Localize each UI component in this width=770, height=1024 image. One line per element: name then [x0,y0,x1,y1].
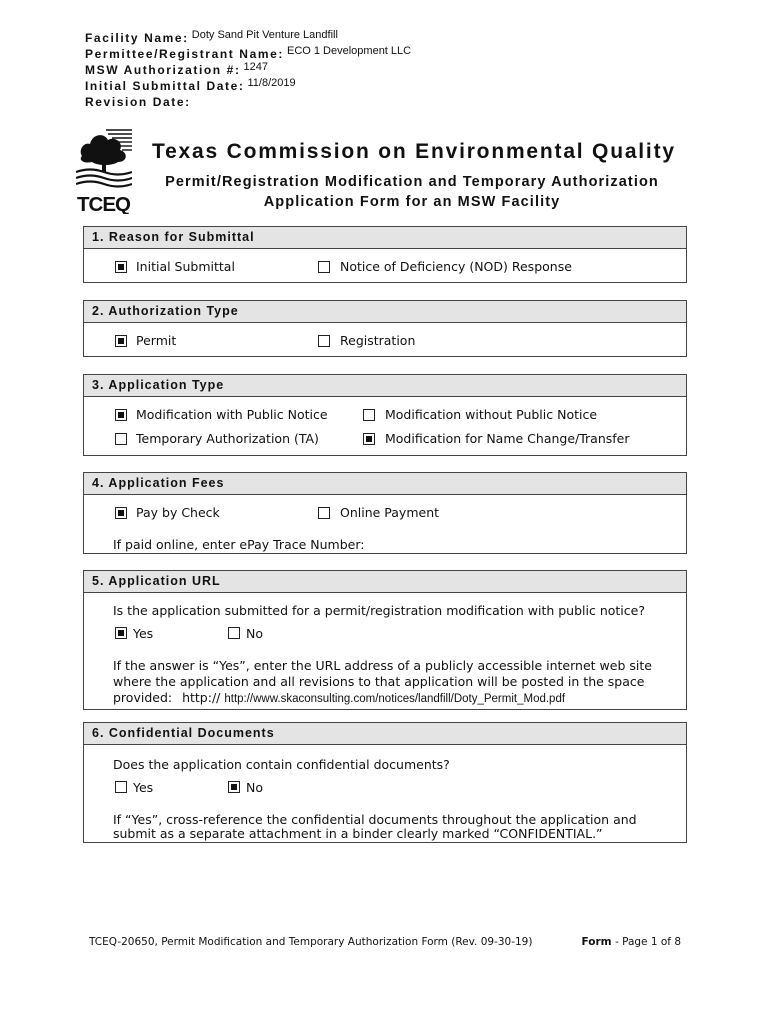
section-authorization-type [83,300,687,357]
section-application-type [83,374,687,456]
section-reason-for-submittal [83,226,687,283]
section-5-title: 5. Application URL [84,571,686,593]
url-instructions-line3: provided: [113,690,173,705]
confidential-yes-label: Yes [133,780,154,795]
page-title: Texas Commission on Environmental Quality [152,140,676,163]
revision-date-label: Revision Date: [85,95,191,109]
online-payment-checkbox[interactable] [318,507,330,519]
mod-name-change-label: Modification for Name Change/Transfer [385,431,630,446]
form-subtitle-line1: Permit/Registration Modification and Temporary Authorization [165,174,659,190]
initial-submittal-label: Initial Submittal Date: [85,79,245,93]
registration-label: Registration [340,333,416,348]
confidential-no-checkbox[interactable] [228,781,240,793]
nod-response-label: Notice of Deficiency (NOD) Response [340,259,572,274]
facility-name-row [85,30,411,46]
initial-submittal-row [85,78,411,94]
footer-page-number: - Page 1 of 8 [614,936,681,948]
nod-response-checkbox[interactable] [318,261,330,273]
tceq-logo [76,126,132,214]
confidential-no-label: No [246,780,263,795]
footer-page [582,936,681,948]
epay-trace-label: If paid online, enter ePay Trace Number: [113,537,365,552]
url-yes-label: Yes [133,626,154,641]
section-4-title: 4. Application Fees [84,473,686,495]
footer-form-id: TCEQ-20650, Permit Modification and Temporary Authorization Form (Rev. 09-30-19) [89,936,533,948]
section-application-fees [83,472,687,554]
confidential-instructions-line1: If “Yes”, cross-reference the confidential documents throughout the application and [113,812,637,827]
mod-name-change-checkbox[interactable] [363,433,375,445]
section-1-title: 1. Reason for Submittal [84,227,686,249]
confidential-question: Does the application contain confidential documents? [113,757,450,772]
online-payment-label: Online Payment [340,505,440,520]
initial-submittal-label: Initial Submittal [136,259,235,274]
temporary-authorization-checkbox[interactable] [115,433,127,445]
section-2-title: 2. Authorization Type [84,301,686,323]
logo-trunk [102,160,106,172]
facility-header [85,30,411,110]
temporary-authorization-label: Temporary Authorization (TA) [136,431,319,446]
form-subtitle-line2: Application Form for an MSW Facility [263,194,561,210]
facility-name-label: Facility Name: [85,31,189,45]
permittee-row [85,46,411,62]
confidential-instructions-line2: submit as a separate attachment in a binder clearly marked “CONFIDENTIAL.” [113,826,603,841]
url-no-checkbox[interactable] [228,627,240,639]
public-notice-question: Is the application submitted for a permit/registration modification with public notice? [113,603,645,618]
mod-without-notice-checkbox[interactable] [363,409,375,421]
section-6-title: 6. Confidential Documents [84,723,686,745]
registration-checkbox[interactable] [318,335,330,347]
section-3-title: 3. Application Type [84,375,686,397]
revision-date-row [85,94,411,110]
url-row [113,690,565,707]
url-instructions-line2: where the application and all revisions to that application will be posted in the space [113,674,645,689]
mod-public-notice-label: Modification with Public Notice [136,407,328,422]
url-instructions-line1: If the answer is “Yes”, enter the URL address of a publicly accessible internet web site [113,658,652,673]
logo-text: TCEQ [77,193,130,214]
confidential-yes-checkbox[interactable] [115,781,127,793]
msw-authorization-row [85,62,411,78]
mod-without-notice-label: Modification without Public Notice [385,407,598,422]
permittee-label: Permittee/Registrant Name: [85,47,284,61]
url-prefix: http:// [182,690,221,705]
url-yes-checkbox[interactable] [115,627,127,639]
footer-form-label: Form [581,936,612,948]
section-application-url [83,570,687,710]
permit-label: Permit [136,333,177,348]
facility-name-value[interactable]: Doty Sand Pit Venture Landfill [191,29,338,41]
permittee-value[interactable]: ECO 1 Development LLC [286,45,412,57]
msw-authorization-value[interactable]: 1247 [243,61,269,73]
msw-authorization-label: MSW Authorization #: [85,63,241,77]
application-url-value[interactable]: http://www.skaconsulting.com/notices/landfill/Doty_Permit_Mod.pdf [224,693,566,705]
section-confidential-documents [83,722,687,843]
initial-submittal-checkbox[interactable] [115,261,127,273]
pay-by-check-label: Pay by Check [136,505,220,520]
url-no-label: No [246,626,263,641]
mod-public-notice-checkbox[interactable] [115,409,127,421]
initial-submittal-value[interactable]: 11/8/2019 [247,77,296,89]
permit-checkbox[interactable] [115,335,127,347]
pay-by-check-checkbox[interactable] [115,507,127,519]
